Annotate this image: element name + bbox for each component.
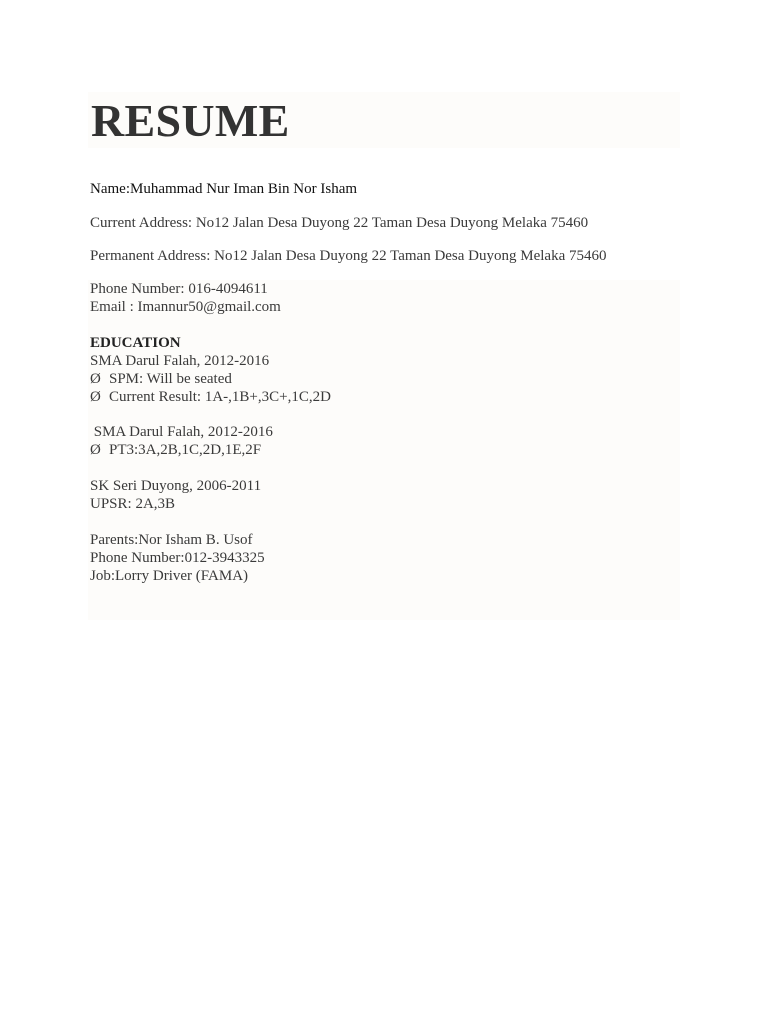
school-1-item-text: SPM: Will be seated — [109, 371, 232, 387]
parents-phone: Phone Number:012-3943325 — [90, 550, 265, 566]
email: Email : Imannur50@gmail.com — [90, 299, 281, 315]
school-2-item-text: PT3:3A,2B,1C,2D,1E,2F — [109, 442, 262, 458]
current-address: Current Address: No12 Jalan Desa Duyong 22 Taman Desa Duyong Melaka 75460 — [90, 215, 589, 231]
school-3: SK Seri Duyong, 2006-2011 — [90, 478, 262, 494]
name-line: Name:Muhammad Nur Iman Bin Nor Isham — [90, 181, 358, 197]
bullet-icon: Ø — [90, 389, 101, 405]
bullet-icon: Ø — [90, 442, 101, 458]
school-1-item — [90, 388, 331, 406]
school-3-result: UPSR: 2A,3B — [90, 496, 176, 512]
education-heading: EDUCATION — [90, 335, 181, 351]
permanent-address: Permanent Address: No12 Jalan Desa Duyong 22 Taman Desa Duyong Melaka 75460 — [90, 248, 607, 264]
school-2-item — [90, 441, 261, 459]
school-1-item-text: Current Result: 1A-,1B+,3C+,1C,2D — [109, 389, 331, 405]
page-title: RESUME — [91, 95, 290, 146]
school-1-item — [90, 370, 232, 388]
parents-job: Job:Lorry Driver (FAMA) — [90, 568, 249, 584]
phone-number: Phone Number: 016-4094611 — [90, 281, 268, 297]
parents-name: Parents:Nor Isham B. Usof — [90, 532, 253, 548]
school-1: SMA Darul Falah, 2012-2016 — [90, 353, 270, 369]
bullet-icon: Ø — [90, 371, 101, 387]
school-2: SMA Darul Falah, 2012-2016 — [90, 424, 273, 440]
